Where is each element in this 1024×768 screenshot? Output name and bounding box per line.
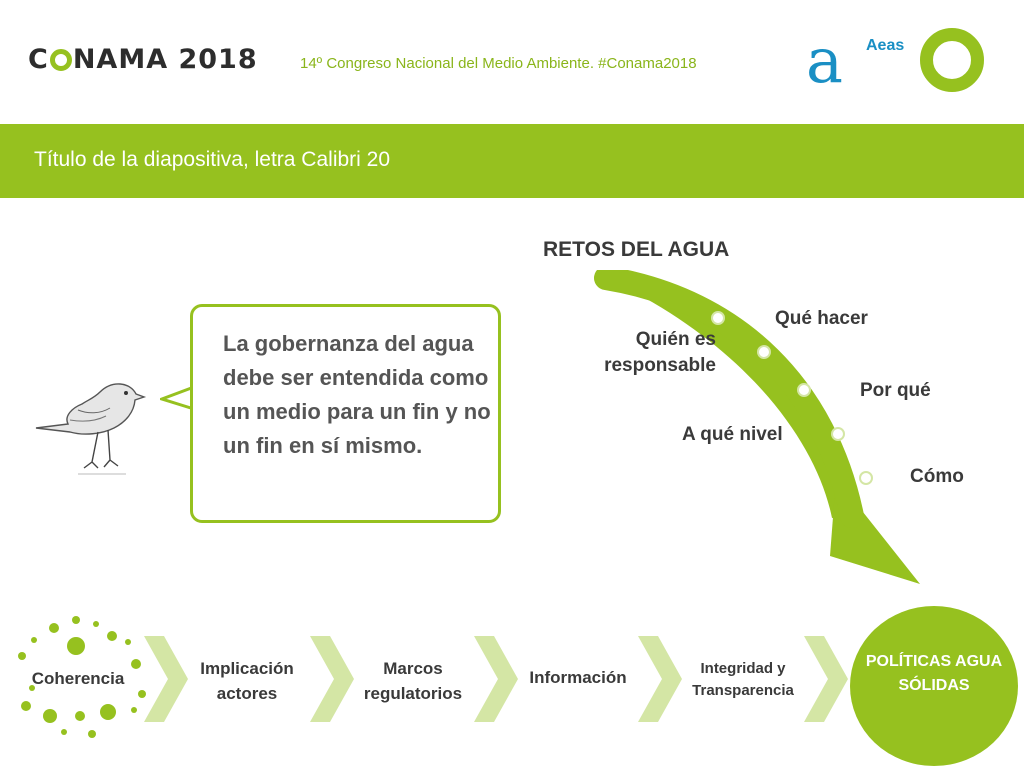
flow-marcos: Marcos regulatorios — [363, 659, 463, 703]
flow-informacion: Información — [529, 668, 627, 687]
reto-por-que: Por qué — [860, 380, 931, 401]
aeas-logo-label: Aeas — [866, 37, 905, 54]
reto-quien: Quién es responsable — [604, 329, 716, 376]
chevron-icon — [638, 636, 682, 722]
reto-como: Cómo — [910, 466, 964, 487]
retos-title: RETOS DEL AGUA — [543, 238, 730, 261]
logo-ring-icon — [50, 49, 72, 71]
politicas-circle — [850, 606, 1018, 766]
flow-implicacion: Implicación actores — [200, 659, 294, 703]
congress-text: 14º Congreso Nacional del Medio Ambiente. #Conama2018 — [300, 55, 697, 72]
reto-dot — [860, 472, 872, 484]
logo-text-start: C — [28, 44, 49, 75]
politicas-text: POLÍTICAS AGUA SÓLIDAS — [865, 653, 1003, 694]
reto-dot — [832, 428, 844, 440]
slide-title: Título de la diapositiva, letra Calibri 20 — [34, 148, 391, 171]
reto-dot — [712, 312, 724, 324]
logo-text-end: NAMA 2018 — [72, 44, 258, 75]
reto-dot — [758, 346, 770, 358]
bird-icon — [30, 370, 150, 488]
chevron-icon — [474, 636, 518, 722]
chevron-icon — [310, 636, 354, 722]
aeas-logo-letter: a — [806, 24, 843, 97]
reto-a-que-nivel: A qué nivel — [682, 424, 783, 445]
green-ring-logo-icon — [920, 28, 984, 92]
chevron-icon — [144, 636, 188, 722]
reto-dot — [798, 384, 810, 396]
quote-text: La gobernanza del agua debe ser entendida como un medio para un fin y no un fin en sí mismo. — [223, 331, 491, 458]
reto-que-hacer: Qué hacer — [775, 308, 868, 329]
conama-logo — [28, 44, 258, 75]
flow-integridad: Integridad y Transparencia — [692, 660, 794, 699]
flow-coherencia: Coherencia — [31, 669, 125, 688]
chevron-icon — [804, 636, 848, 722]
quote-bubble — [190, 304, 501, 523]
title-bar — [0, 124, 1024, 198]
